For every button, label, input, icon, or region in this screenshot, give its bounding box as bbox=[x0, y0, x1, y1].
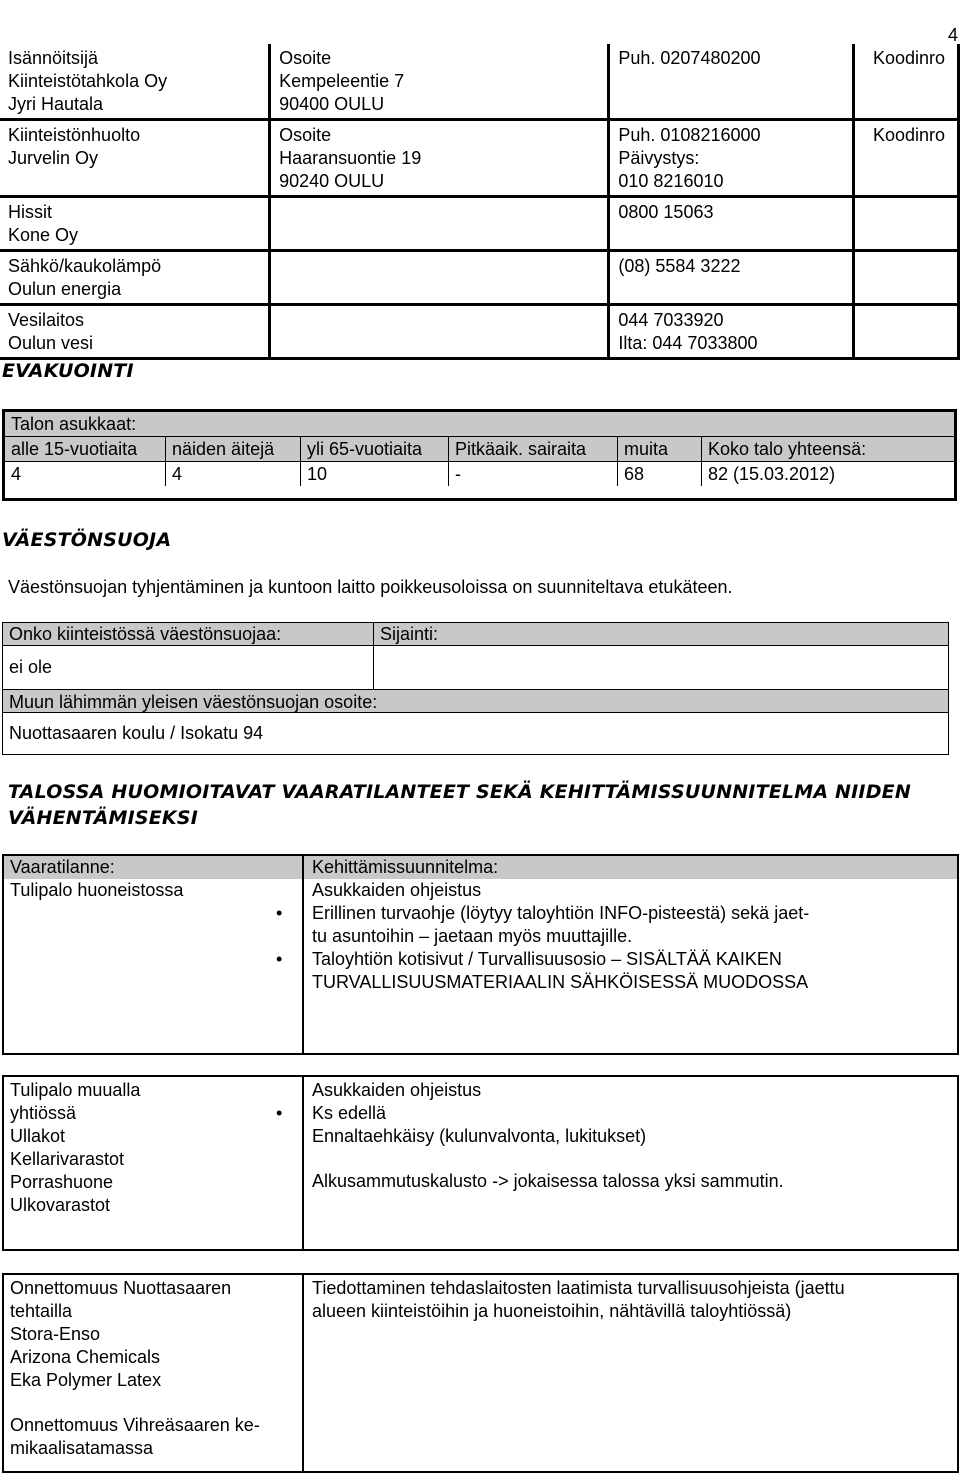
risk-situation: tehtailla bbox=[10, 1301, 73, 1321]
contact-row bbox=[0, 305, 959, 359]
risk-situation: Tulipalo muualla bbox=[10, 1080, 141, 1100]
contact-name-line: Hissit bbox=[8, 202, 52, 222]
risk-bullets bbox=[10, 1323, 296, 1392]
plan-text: Ennaltaehkäisy (kulunvalvonta, lukitukset) bbox=[312, 1126, 647, 1146]
risk-right-cell bbox=[304, 856, 957, 1053]
contact-phone-line: (08) 5584 3222 bbox=[618, 256, 741, 276]
risks-title bbox=[8, 779, 911, 831]
contact-name-line: Oulun vesi bbox=[8, 333, 94, 353]
list-item: • Stora-Enso bbox=[10, 1323, 296, 1346]
plan-title: Asukkaiden ohjeistus bbox=[312, 1080, 482, 1100]
evacuation-title: EVAKUOINTI bbox=[2, 360, 134, 382]
column-header: Koko talo yhteensä: bbox=[708, 439, 867, 459]
list-item: • Ulkovarastot bbox=[10, 1194, 296, 1217]
risk-row-3 bbox=[2, 1273, 959, 1473]
contact-phone-line: 010 8216010 bbox=[618, 171, 724, 191]
bullet-line: • Erillinen turvaohje (löytyy taloyhtiön INFO-pisteestä) sekä jaet- bbox=[312, 903, 810, 923]
list-item: • Ullakot bbox=[10, 1125, 296, 1148]
evacuation-table bbox=[2, 409, 957, 501]
table-cell: 10 bbox=[301, 462, 449, 486]
plan-text: alueen kiinteistöihin ja huoneistoihin, nähtävillä taloyhtiössä) bbox=[312, 1301, 792, 1321]
plan-bullets bbox=[312, 902, 949, 994]
contact-code: Koodinro bbox=[872, 48, 945, 68]
risk-situation: Tulipalo huoneistossa bbox=[10, 880, 184, 900]
contact-row bbox=[0, 44, 959, 120]
column-header: näiden äitejä bbox=[166, 437, 301, 461]
plan-text: Alkusammutuskalusto -> jokaisessa talossa yksi sammutin. bbox=[312, 1171, 784, 1191]
risk-situation: mikaalisatamassa bbox=[10, 1438, 154, 1458]
contact-name-line: Kiinteistönhuolto bbox=[8, 125, 141, 145]
contact-name-line: Kiinteistötahkola Oy bbox=[8, 71, 168, 91]
list-item: • Porrashuone bbox=[10, 1171, 296, 1194]
table-cell: 68 bbox=[618, 462, 702, 486]
contact-phone-line: Puh. 0108216000 bbox=[618, 125, 761, 145]
column-header: muita bbox=[618, 437, 702, 461]
contact-address-line: Haaransuontie 19 bbox=[279, 148, 422, 168]
contact-row bbox=[0, 197, 959, 251]
page-number: 4 bbox=[947, 25, 958, 45]
risk-left-cell bbox=[4, 856, 304, 1053]
contact-address-line: Osoite bbox=[279, 48, 332, 68]
risk-situation: Onnettomuus Nuottasaaren bbox=[10, 1278, 232, 1298]
risk-header-left: Vaaratilanne: bbox=[10, 857, 115, 877]
evacuation-values bbox=[5, 461, 954, 486]
contact-name-line: Isännöitsijä bbox=[8, 48, 99, 68]
bullet-line: TURVALLISUUSMATERIAALIN SÄHKÖISESSÄ MUODOSSA bbox=[312, 972, 809, 992]
shelter-table bbox=[2, 622, 949, 755]
contact-address-line: Kempeleentie 7 bbox=[279, 71, 405, 91]
table-cell: 4 bbox=[166, 462, 301, 486]
shelter-title: VÄESTÖNSUOJA bbox=[2, 529, 172, 551]
evacuation-columns bbox=[5, 436, 954, 461]
risks-title-line: VÄHENTÄMISEKSI bbox=[8, 807, 199, 829]
bullet-line: • Taloyhtiön kotisivut / Turvallisuusosio – SISÄLTÄÄ KAIKEN bbox=[312, 949, 782, 969]
risk-row-1 bbox=[2, 854, 959, 1055]
contact-name-line: Jurvelin Oy bbox=[8, 148, 99, 168]
contact-phone-line: Puh. 0207480200 bbox=[618, 48, 761, 68]
contact-name-line: Jyri Hautala bbox=[8, 94, 104, 114]
table-cell: 4 bbox=[5, 462, 166, 486]
evacuation-header: Talon asukkaat: bbox=[5, 412, 954, 436]
list-item: • Eka Polymer Latex bbox=[10, 1369, 296, 1392]
risk-left-cell bbox=[4, 1275, 304, 1471]
plan-title: Asukkaiden ohjeistus bbox=[312, 880, 482, 900]
contact-address-line: 90240 OULU bbox=[279, 171, 385, 191]
contact-address-line: 90400 OULU bbox=[279, 94, 385, 114]
contact-name-line: Kone Oy bbox=[8, 225, 79, 245]
risk-left-cell bbox=[4, 1077, 304, 1249]
contact-phone-line: 044 7033920 bbox=[618, 310, 724, 330]
list-item: • Arizona Chemicals bbox=[10, 1346, 296, 1369]
column-header: Pitkäaik. sairaita bbox=[449, 437, 618, 461]
shelter-nearest-value: Nuottasaaren koulu / Isokatu 94 bbox=[9, 723, 264, 743]
list-item bbox=[312, 902, 949, 948]
list-item: • Ks edellä bbox=[312, 1102, 949, 1125]
shelter-question-value: ei ole bbox=[3, 646, 374, 689]
column-header: alle 15-vuotiaita bbox=[5, 437, 166, 461]
risk-right-cell bbox=[304, 1077, 957, 1249]
risks-title-line: TALOSSA HUOMIOITAVAT VAARATILANTEET SEKÄ KEHITTÄMISSUUNNITELMA NIIDEN bbox=[8, 781, 911, 803]
contact-name-line: Vesilaitos bbox=[8, 310, 85, 330]
risk-header-right: Kehittämissuunnitelma: bbox=[312, 857, 499, 877]
list-item: • Kellarivarastot bbox=[10, 1148, 296, 1171]
contact-phone-line: Ilta: 044 7033800 bbox=[618, 333, 758, 353]
contact-row bbox=[0, 120, 959, 197]
contacts-table bbox=[0, 44, 960, 360]
table-cell: 82 (15.03.2012) bbox=[708, 464, 836, 484]
table-cell: - bbox=[449, 462, 618, 486]
plan-text: Tiedottaminen tehdaslaitosten laatimista turvallisuusohjeista (jaettu bbox=[312, 1278, 845, 1298]
risk-right-cell bbox=[304, 1275, 957, 1471]
contact-phone-line: 0800 15063 bbox=[618, 202, 714, 222]
contact-address-line: Osoite bbox=[279, 125, 332, 145]
risk-row-2 bbox=[2, 1075, 959, 1251]
column-header: yli 65-vuotiaita bbox=[301, 437, 449, 461]
shelter-location-label: Sijainti: bbox=[374, 623, 948, 646]
list-item bbox=[312, 948, 949, 994]
risk-situation: yhtiössä bbox=[10, 1103, 77, 1123]
contact-row bbox=[0, 251, 959, 305]
shelter-nearest-label: Muun lähimmän yleisen väestönsuojan osoite: bbox=[3, 689, 948, 713]
bullet-line: tu asuntoihin – jaetaan myös muuttajille. bbox=[312, 926, 633, 946]
contact-name-line: Sähkö/kaukolämpö bbox=[8, 256, 162, 276]
contact-phone-line: Päivystys: bbox=[618, 148, 700, 168]
risk-situation: Onnettomuus Vihreäsaaren ke- bbox=[10, 1415, 260, 1435]
shelter-question-label: Onko kiinteistössä väestönsuojaa: bbox=[3, 623, 374, 646]
plan-bullets bbox=[312, 1102, 949, 1125]
shelter-intro: Väestönsuojan tyhjentäminen ja kuntoon laitto poikkeusoloissa on suunniteltava etukäteen. bbox=[8, 577, 733, 597]
contact-name-line: Oulun energia bbox=[8, 279, 122, 299]
risk-bullets bbox=[10, 1125, 296, 1217]
contact-code: Koodinro bbox=[872, 125, 945, 145]
